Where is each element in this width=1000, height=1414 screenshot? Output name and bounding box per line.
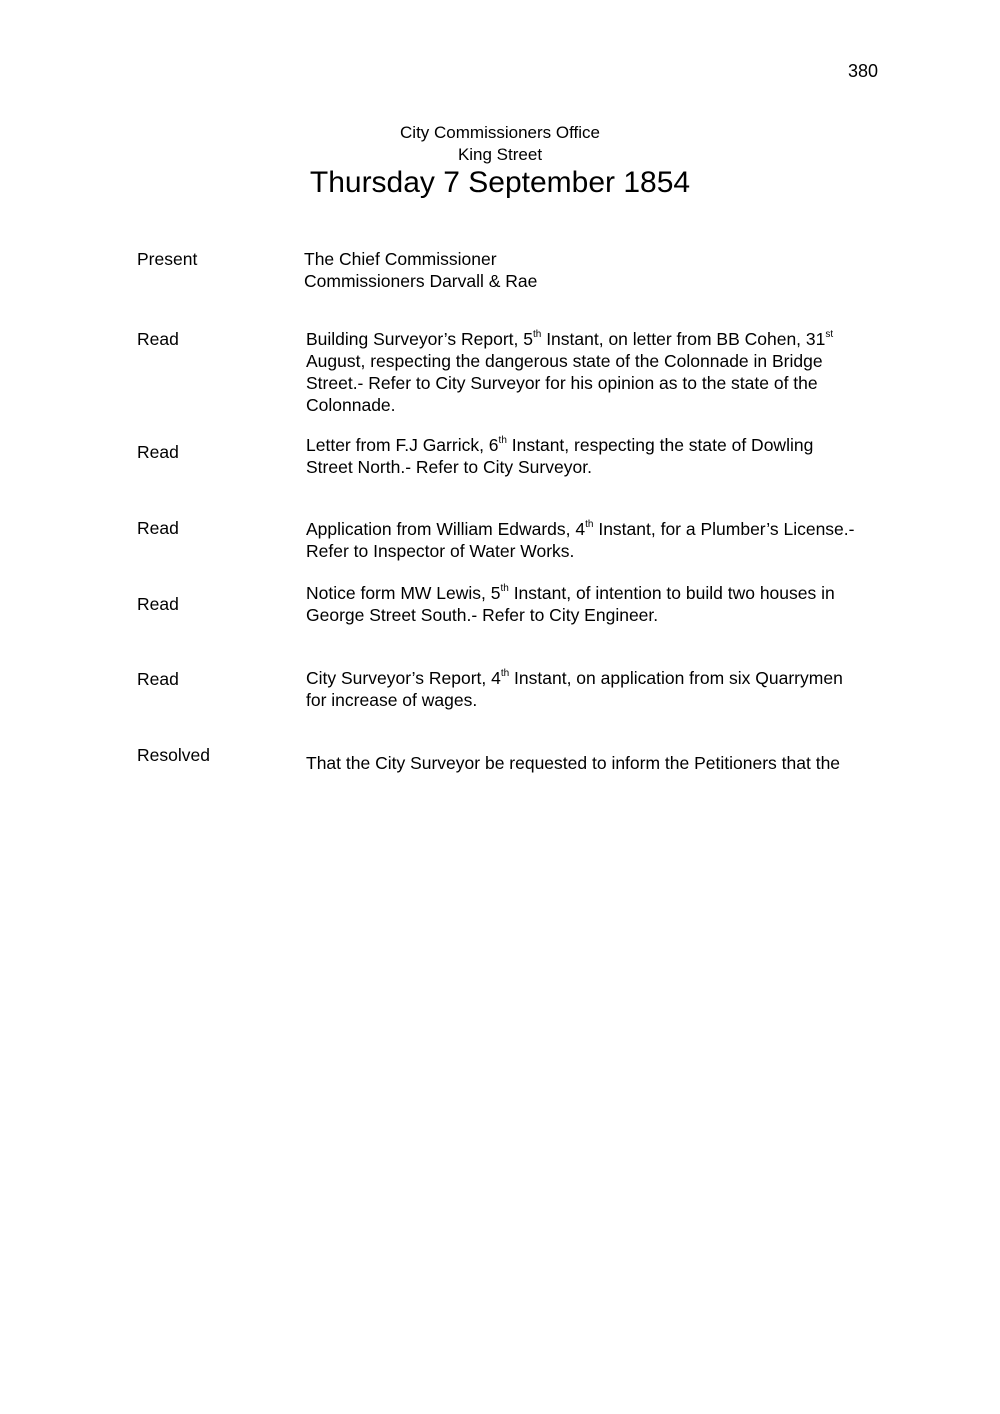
entry-line: for increase of wages.: [306, 690, 478, 710]
ordinal-suffix: th: [500, 668, 510, 680]
entry-label: Read: [137, 442, 179, 462]
present-list: [304, 248, 894, 292]
ordinal-suffix: th: [500, 583, 509, 595]
entry-line: Street.- Refer to City Surveyor for his opinion as to the state of the: [306, 373, 818, 393]
entry-line: Refer to Inspector of Water Works.: [306, 541, 575, 561]
ordinal-suffix: th: [498, 435, 507, 447]
entry-text: [306, 752, 896, 774]
entry-text-part: Letter from F.J Garrick, 6: [306, 435, 499, 455]
entry-text-part: Instant, respecting the state of Dowling: [506, 435, 814, 455]
ordinal-suffix: th: [532, 329, 542, 341]
entry-line: George Street South.- Refer to City Engineer.: [306, 605, 659, 625]
entry-text-part: City Surveyor’s Report, 4: [306, 668, 501, 688]
entry-line: Street North.- Refer to City Surveyor.: [306, 457, 592, 477]
entry-text-part: Instant, of intention to build two houses in: [508, 583, 835, 603]
entry-text: [306, 434, 896, 478]
entry-text-part: Application from William Edwards, 4: [306, 519, 586, 539]
entry-line: August, respecting the dangerous state of the Colonnade in Bridge: [306, 351, 823, 371]
office-street: King Street: [457, 145, 543, 164]
entry-line: [306, 434, 896, 456]
meeting-date-title: Thursday 7 September 1854: [309, 166, 691, 199]
office-name: City Commissioners Office: [400, 123, 600, 142]
entry-line: [306, 518, 896, 540]
entry-text-part: Instant, on application from six Quarrymen: [509, 668, 843, 688]
page-number: 380: [847, 61, 878, 81]
entry-text-part: Notice form MW Lewis, 5: [306, 583, 501, 603]
entry-line: Colonnade.: [306, 395, 396, 415]
entry-line: [306, 582, 896, 604]
entry-text: [306, 667, 896, 711]
ordinal-suffix: th: [585, 519, 594, 531]
present-line: The Chief Commissioner: [304, 249, 497, 269]
entry-line: [306, 667, 896, 689]
entry-text: [306, 582, 896, 626]
entry-text-part: Building Surveyor’s Report, 5: [306, 329, 533, 349]
entry-text-part: Instant, on letter from BB Cohen, 31: [541, 329, 826, 349]
entry-label: Read: [137, 594, 179, 614]
entry-label: Read: [137, 669, 179, 689]
entry-label: Read: [137, 329, 179, 349]
present-line: Commissioners Darvall & Rae: [304, 271, 538, 291]
ordinal-suffix: st: [825, 329, 834, 341]
entry-line: That the City Surveyor be requested to inform the Petitioners that the: [306, 753, 841, 773]
entry-text: [306, 328, 896, 416]
present-label: Present: [137, 249, 198, 269]
entry-text-part: Instant, for a Plumber’s License.-: [593, 519, 855, 539]
entry-label: Read: [137, 518, 179, 538]
entry-text: [306, 518, 896, 562]
entry-line: [306, 328, 896, 350]
entry-label: Resolved: [137, 745, 210, 765]
